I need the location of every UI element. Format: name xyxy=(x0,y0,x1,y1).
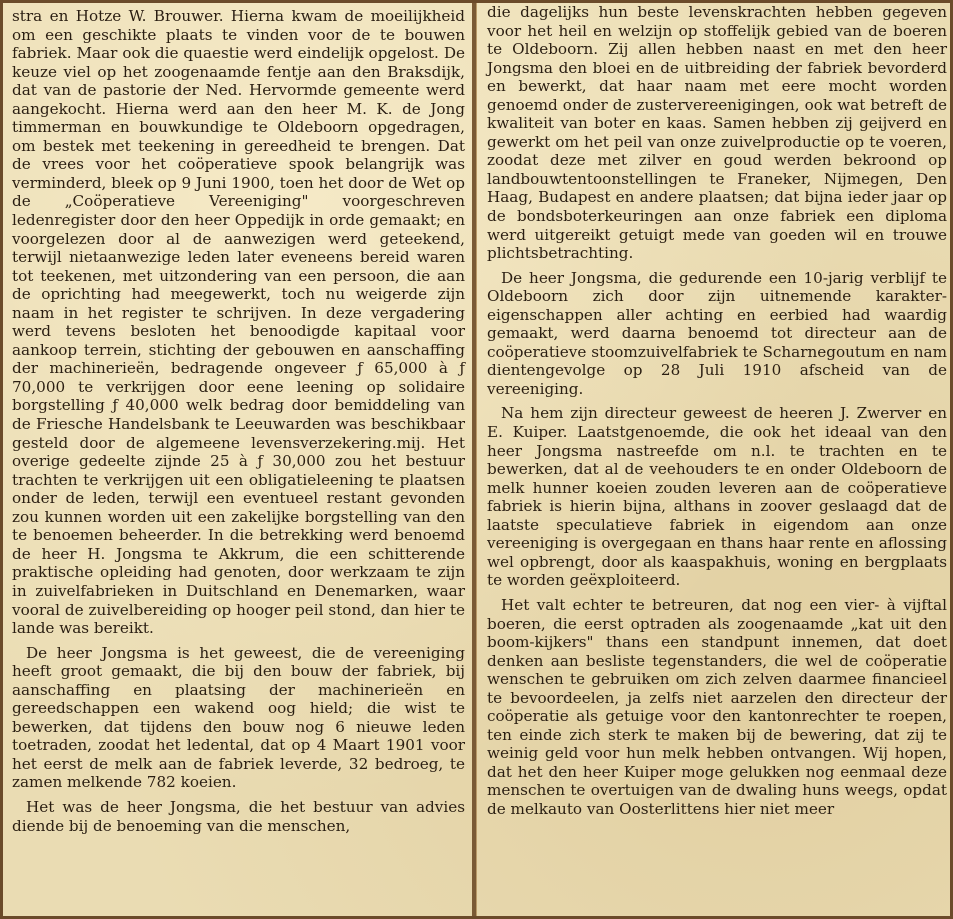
paragraph-jongsma-advice: Het was de heer Jongsma, die het bestuur van advies diende bij de benoeming van die menschen, xyxy=(12,797,465,835)
paragraph-jongsma-growth: De heer Jongsma is het geweest, die de vereeniging heeft groot gemaakt, die bij den bouw der fabriek, bij aanschaffing en plaatsing der machinerieën en gereedschappen een wakend oog hield; die wist te bewerken, dat tijdens den bouw nog 6 nieuwe leden toetraden, zoodat het ledental, dat op 4 Maart 1901 voor het eerst de melk aan de fabriek leverde, 32 bedroeg, te zamen melkende 782 koeien. xyxy=(12,643,465,792)
paragraph-jongsma-departure: De heer Jongsma, die gedurende een 10-jarig verblijf te Oldeboorn zich door zijn uitnemende karakter-eigenschappen aller achting en eerbied had waardig gemaakt, werd daarna benoemd tot directeur aan de coöperatieve stoomzuivelfabriek te Scharnegoutum en nam dientengevolge op 28 Juli 1910 afscheid van de vereeniging. xyxy=(487,268,947,398)
paragraph-regret-farmers: Het valt echter te betreuren, dat nog een vier- à vijftal boeren, die eerst optraden als zoogenaamde „kat uit den boom-kijkers" thans een standpunt innemen, dat doet denken aan besliste tegenstanders, die wel de coöperatie wenschen te gebruiken om zich zelven daarmee financieel te bevoordeelen, ja zelfs niet aarzelen den directeur der coöperatie als getuige voor den kantonrechter te roepen, ten einde zich sterk te maken bij de bewering, dat zij te weinig geld voor hun melk hebben ontvangen. Wij hopen, dat het den heer Kuiper moge gelukken nog eenmaal deze menschen te overtuigen van de dwaling huns weegs, opdat de melkauto van Oosterlittens hier niet meer xyxy=(487,595,947,818)
paragraph-later-directors: Na hem zijn directeur geweest de heeren J. Zwerver en E. Kuiper. Laatstgenoemde, die ook het ideaal van den heer Jongsma nastreefde om n.l. te trachten en te bewerken, dat al de veehouders te en onder Oldeboorn de melk hunner koeien zouden leveren aan de coöperatieve fabriek is hierin bijna, althans in zoover geslaagd dat de laatste speculatieve fabriek in eigendom aan onze vereeniging is overgegaan en thans haar rente en aflossing wel opbrengt, door als kaaspakhuis, woning en bergplaats te worden geëxploiteerd. xyxy=(487,404,947,590)
paragraph-factory-founding: stra en Hotze W. Brouwer. Hierna kwam de moeilijkheid om een geschikte plaats te vinden voor de te bouwen fabriek. Maar ook die quaestie werd eindelijk opgelost. De keuze viel op het zoogenaamde fentje aan den Braksdijk, dat van de pastorie der Ned. Hervormde gemeente werd aangekocht. Hierna werd aan den heer M. K. de Jong timmerman en bouwkundige te Oldeboorn opgedragen, om bestek met teekening in gereedheid te brengen. Dat de vrees voor het coöperatieve spook belangrijk was verminderd, bleek op 9 Juni 1900, toen het door de Wet op de „Coöperatieve Vereeniging" voorgeschreven ledenregister door den heer Oppedijk in orde gemaakt; en voorgelezen door al de aanwezigen werd geteekend, terwijl nietaanwezige leden later eveneens bereid waren tot teekenen, met uitzondering van een persoon, die aan de oprichting had meegewerkt, toch nu weigerde zijn naam in het register te schrijven. In deze vergadering werd tevens besloten het benoodigde kapitaal voor aankoop terrein, stichting der gebouwen en aanschaffing der machinerieën, bedragende ongeveer ƒ 65,000 à ƒ 70,000 te verkrijgen door eene leening op solidaire borgstelling ƒ 40,000 welk bedrag door bemiddeling van de Friesche Handelsbank te Leeuwarden was beschikbaar gesteld door de algemeene levensverzekering.mij. Het overige gedeelte zijnde 25 à ƒ 30,000 zou het bestuur trachten te verkrijgen uit een obligatieleening te plaatsen onder de leden, terwijl een eventueel restant gevonden zou kunnen worden uit een zakelijke borgstelling van den te benoemen beheerder. In die betrekking werd benoemd de heer H. Jongsma te Akkrum, die een schitterende praktische opleiding had genoten, door werkzaam te zijn in zuivelfabrieken in Duitschland en Denemarken, waar vooral de zuivelbereiding op hooger peil stond, dan hier te lande was bereikt. xyxy=(12,7,465,638)
right-column xyxy=(481,3,950,916)
left-column xyxy=(9,3,468,916)
paragraph-staff-merits: die dagelijks hun beste levenskrachten hebben gegeven voor het heil en welzijn op stoffelijk gebied van de boeren te Oldeboorn. Zij allen hebben naast en met den heer Jongsma den bloei en de uitbreiding der fabriek bevorderd en bewerkt, dat haar naam met eere mocht worden genoemd onder de zustervereenigingen, ook wat betreft de kwaliteit van boter en kaas. Samen hebben zij geijverd en gewerkt om het peil van onze zuivelproductie op te voeren, zoodat deze met zilver en goud werden bekroond op landbouwtentoonstellingen te Franeker, Nijmegen, Den Haag, Budapest en andere plaatsen; dat bijna ieder jaar op de bondsboterkeuringen aan onze fabriek een diploma werd uitgereikt getuigt mede van goeden wil en trouwe plichtsbetrachting. xyxy=(487,3,947,263)
column-divider-inner xyxy=(476,3,477,916)
